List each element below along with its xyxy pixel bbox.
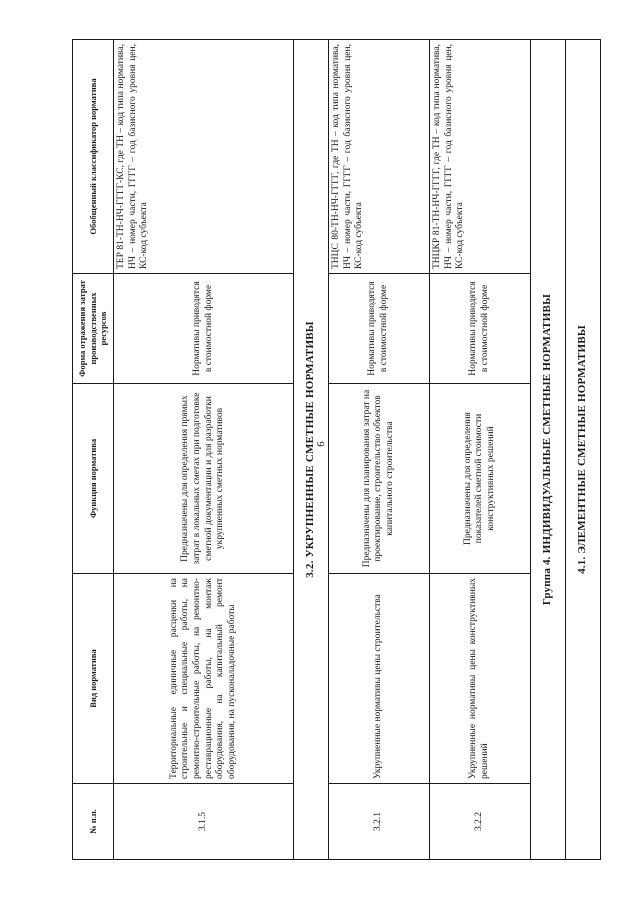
row-classifier: ТЕР 81-ТН-НЧ-ГГГГ-КС, где ТН – код типа норматива, НЧ – номер части, ГГГГ – год базисного уровня цен, КС-код субъекта <box>114 40 294 274</box>
row-function: Предназначены для определения показателей сметной стоимости конструктивных решений <box>430 384 531 574</box>
group-heading-row <box>531 40 566 860</box>
row-num: 3.1.5 <box>114 784 294 860</box>
header-classifier: Обобщенный классификатор норматива <box>73 40 114 274</box>
row-form: Нормативы приводятся в стоимостной форме <box>114 274 294 384</box>
table-row <box>430 40 531 860</box>
group-4-heading: Группа 4. ИНДИВИДУАЛЬНЫЕ СМЕТНЫЕ НОРМАТИВЫ <box>531 40 566 860</box>
row-classifier: ТНЦКР 81-ТН-НЧ-ГГГГ, где ТН – код типа норматива, НЧ – номер части, ГГГГ – год базисного уровня цен, КС-код субъекта <box>430 40 531 274</box>
page-number: 9 <box>314 441 326 447</box>
row-form: Нормативы приводятся в стоимостной форме <box>430 274 531 384</box>
table-row <box>329 40 430 860</box>
row-function: Предназначены для определения прямых затрат в локальных сметах при подготовке сметной документации и для разработки укрупненных сметных нормативов <box>114 384 294 574</box>
header-function: Функция норматива <box>73 384 114 574</box>
header-form: Форма отражения затрат производственных ресурсов <box>73 274 114 384</box>
row-type: Укрупненные нормативы цены конструктивных решений <box>430 574 531 784</box>
norms-table-rotated <box>72 40 624 860</box>
header-num: № п.п. <box>73 784 114 860</box>
section-3-2-heading: 3.2. УКРУПНЕННЫЕ СМЕТНЫЕ НОРМАТИВЫ <box>294 40 329 860</box>
row-type: Укрупненные нормативы цены строительства <box>329 574 430 784</box>
norms-table <box>72 39 601 860</box>
row-type: Территориальные единичные расценки на строительные и специальные работы, на ремонтно-строительные работы, на ремонтно-реставрационные работы, на монтаж оборудования, на капитальный ремонт оборудования, на пусконаладочные работы <box>114 574 294 784</box>
section-4-1-heading: 4.1. ЭЛЕМЕНТНЫЕ СМЕТНЫЕ НОРМАТИВЫ <box>566 40 601 860</box>
header-type: Вид норматива <box>73 574 114 784</box>
row-num: 3.2.2 <box>430 784 531 860</box>
row-function: Предназначены для планирования затрат на проектирование, строительство объектов капитального строительства <box>329 384 430 574</box>
row-form: Нормативы приводятся в стоимостной форме <box>329 274 430 384</box>
table-row <box>114 40 294 860</box>
row-num: 3.2.1 <box>329 784 430 860</box>
row-classifier: ТНЦС 80-ТН-НЧ-ГГГГ, где ТН – код типа норматива, НЧ – номер части, ГГГГ – год базисного уровня цен, КС-код субъекта <box>329 40 430 274</box>
section-heading-row <box>566 40 601 860</box>
table-header-row <box>73 40 114 860</box>
section-heading-row <box>294 40 329 860</box>
